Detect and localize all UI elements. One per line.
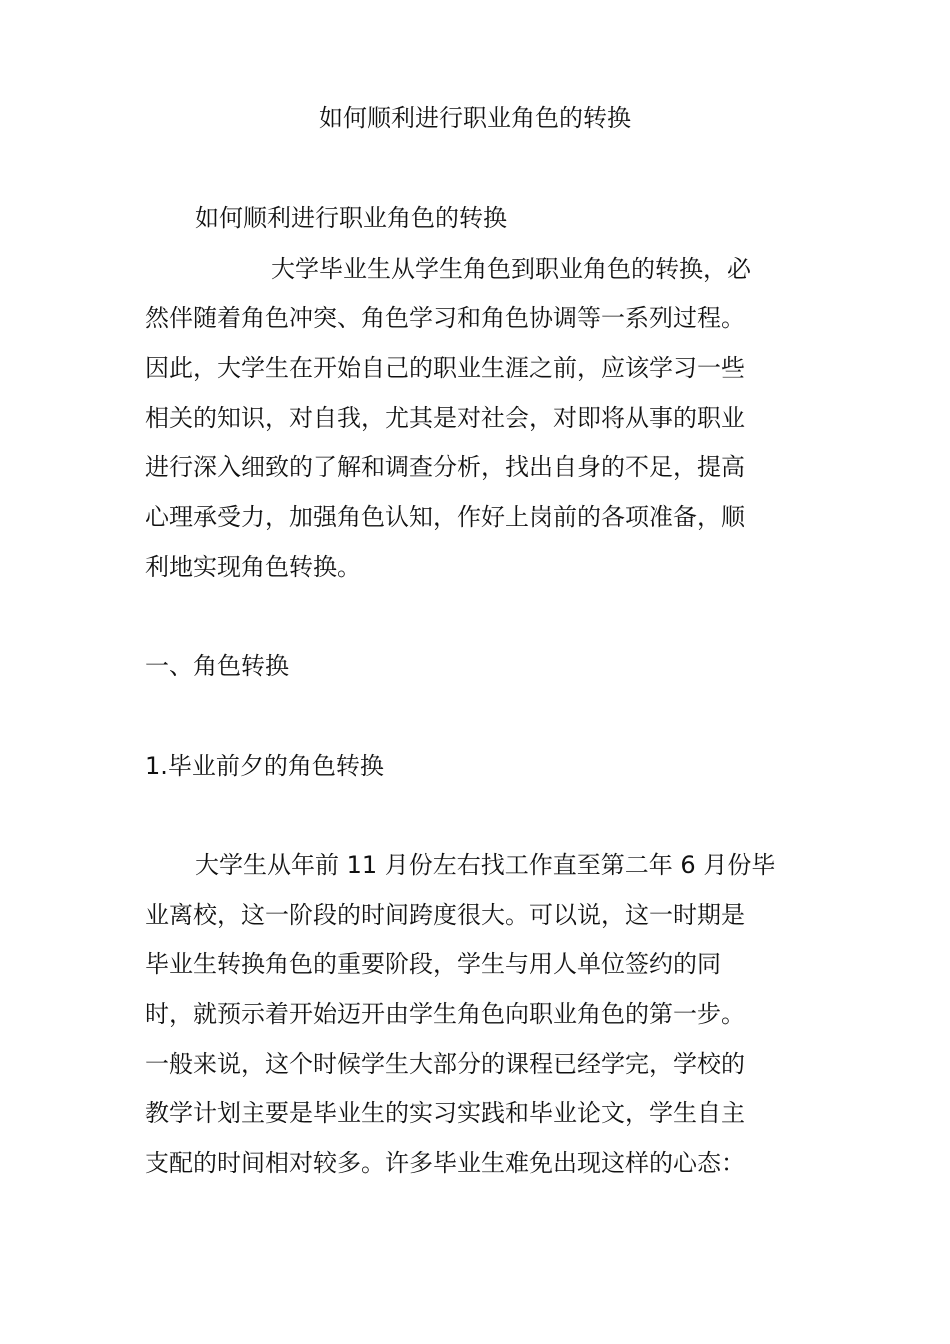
document-title: 如何顺利进行职业角色的转换 xyxy=(319,104,631,132)
intro-line: 相关的知识，对自我，尤其是对社会，对即将从事的职业 xyxy=(145,404,745,432)
body-line: 业离校，这一阶段的时间跨度很大。可以说，这一时期是 xyxy=(145,901,745,929)
document-subtitle: 如何顺利进行职业角色的转换 xyxy=(195,204,507,232)
section-heading: 一、角色转换 xyxy=(145,652,289,680)
intro-line: 心理承受力，加强角色认知，作好上岗前的各项准备，顺 xyxy=(145,503,745,531)
intro-line: 利地实现角色转换。 xyxy=(145,553,361,581)
body-line: 大学生从年前 11 月份左右找工作直至第二年 6 月份毕 xyxy=(195,851,776,879)
body-line: 支配的时间相对较多。许多毕业生难免出现这样的心态： xyxy=(145,1149,745,1177)
intro-line: 然伴随着角色冲突、角色学习和角色协调等一系列过程。 xyxy=(145,304,745,332)
intro-line: 大学毕业生从学生角色到职业角色的转换，必 xyxy=(271,255,751,283)
body-line: 时，就预示着开始迈开由学生角色向职业角色的第一步。 xyxy=(145,1000,745,1028)
body-line: 一般来说，这个时候学生大部分的课程已经学完，学校的 xyxy=(145,1050,745,1078)
subsection-heading: 1.毕业前夕的角色转换 xyxy=(145,752,384,780)
intro-line: 因此，大学生在开始自己的职业生涯之前，应该学习一些 xyxy=(145,354,745,382)
intro-line: 进行深入细致的了解和调查分析，找出自身的不足，提高 xyxy=(145,453,745,481)
body-line: 毕业生转换角色的重要阶段，学生与用人单位签约的同 xyxy=(145,950,721,978)
body-line: 教学计划主要是毕业生的实习实践和毕业论文，学生自主 xyxy=(145,1099,745,1127)
